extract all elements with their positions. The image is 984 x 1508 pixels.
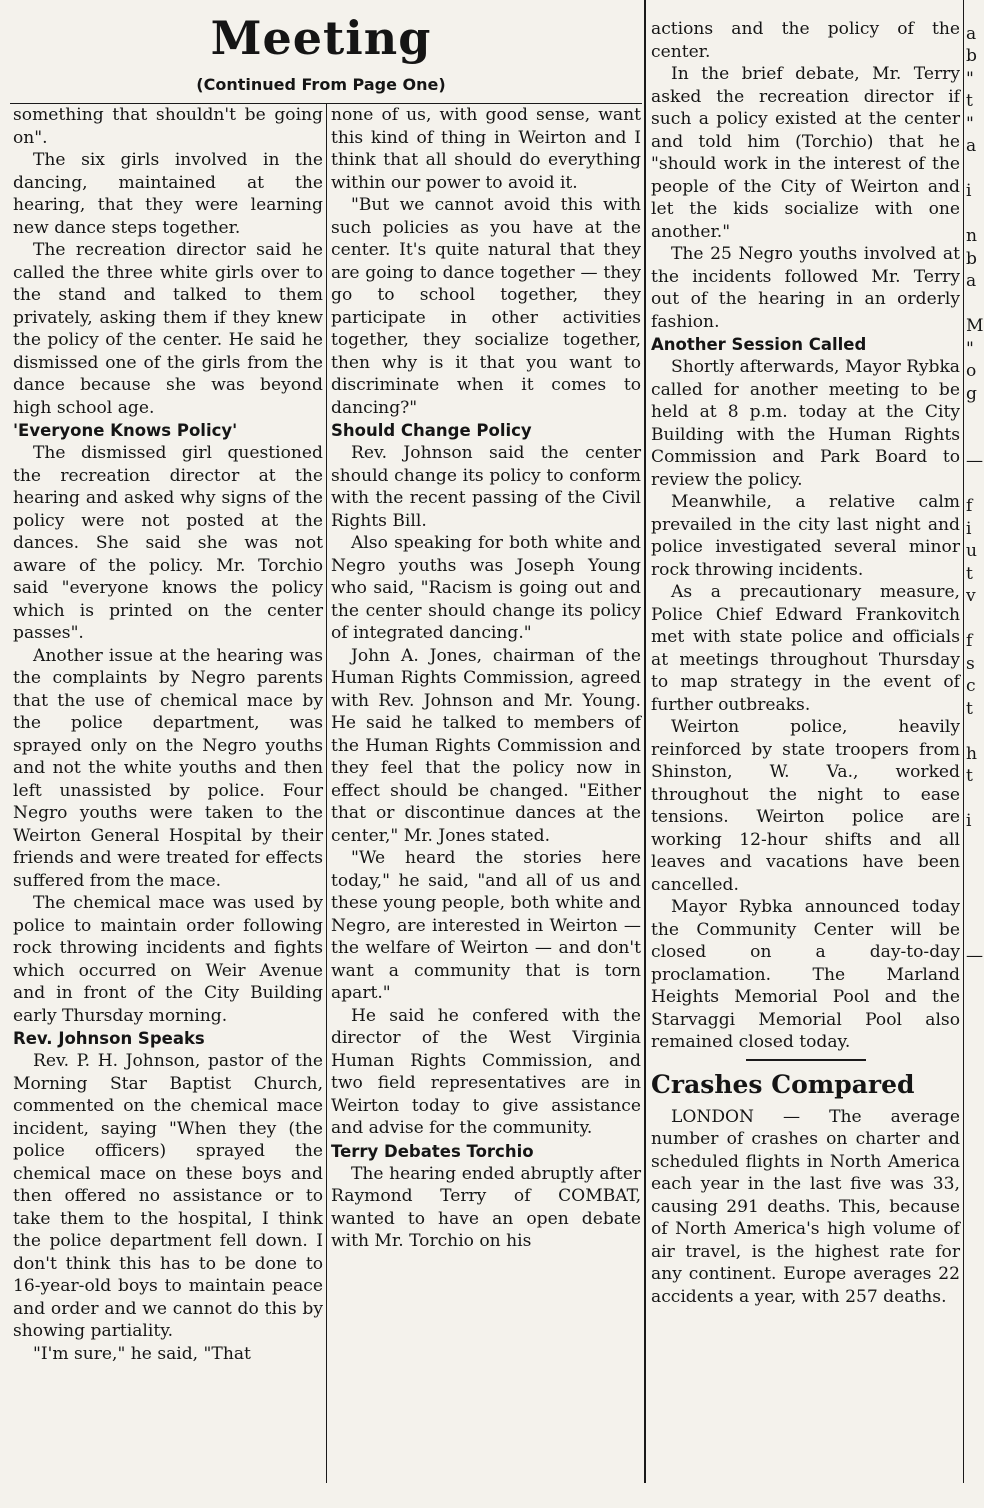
cropped-text-fragment: [966, 203, 980, 226]
cropped-text-fragment: [966, 1193, 980, 1216]
cropped-text-fragment: [966, 900, 980, 923]
cropped-text-fragment: b: [966, 248, 977, 269]
cropped-text-fragment: [966, 1485, 980, 1508]
subheading: Another Session Called: [651, 335, 867, 354]
cropped-text-fragment: u: [966, 541, 978, 561]
cropped-text-fragment: [966, 1305, 980, 1328]
cropped-text-fragment: h: [966, 743, 978, 764]
cropped-text-fragment: [966, 1283, 980, 1306]
cropped-text-fragment: [966, 720, 980, 743]
cropped-text-fragment: o: [966, 361, 977, 381]
cropped-text-fragment: f: [966, 496, 973, 516]
cropped-text-fragment: a: [966, 271, 977, 291]
column-divider: [326, 104, 327, 1483]
cropped-text-fragment: [966, 158, 980, 181]
cropped-text-fragment: [966, 1418, 980, 1441]
paragraph: John A. Jones, chairman of the Human Rights Commission, agreed with Rev. Johnson and Mr. Young. He said he talked to members of the Human Rights Commission and they feel that the policy now in effect should be changed. "Either that or discontinue dances at the center," Mr. Jones stated.: [331, 645, 641, 846]
cropped-text-fragment: [966, 1035, 980, 1058]
paragraph: The six girls involved in the dancing, maintained at the hearing, that they were learning new dance steps together.: [13, 150, 323, 238]
headline: Meeting: [210, 11, 432, 65]
cropped-text-fragment: [966, 1395, 980, 1418]
article-separator-rule: [746, 1059, 866, 1061]
cropped-text-fragment: ": [966, 68, 974, 89]
column-divider: [963, 0, 964, 1483]
cropped-text-fragment: [966, 1058, 980, 1081]
cropped-text-fragment: [966, 1238, 980, 1261]
cropped-text-fragment: [966, 833, 980, 856]
cropped-text-fragment: —: [966, 946, 984, 966]
cropped-text-fragment: [966, 855, 980, 878]
paragraph: As a precautionary measure, Police Chief Edward Frankovitch met with state police and officials at meetings throughout Thursday to map strategy in the event of further outbreaks.: [651, 582, 960, 715]
cropped-text-fragment: v: [966, 586, 976, 606]
paragraph: The hearing ended abruptly after Raymond Terry of COMBAT, wanted to have an open debate with Mr. Torchio on his: [331, 1163, 641, 1251]
cropped-text-fragment: [966, 473, 980, 496]
cropped-text-fragment: s: [966, 653, 975, 674]
cropped-text-fragment: i: [966, 181, 972, 201]
cropped-text-fragment: t: [966, 91, 973, 111]
paragraph: In the brief debate, Mr. Terry asked the recreation director if such a policy existed at the center and told him (Torchio) that he "should work in the interest of the people of the City of Weirton and let the kids socialize with one another.": [651, 64, 960, 242]
paragraph: Also speaking for both white and Negro youths was Joseph Young who said, "Racism is going out and the center should change its policy of integrated dancing.": [331, 533, 641, 643]
subheading: 'Everyone Knows Policy': [13, 421, 238, 440]
cropped-text-fragment: [966, 990, 980, 1013]
cropped-text-fragment: [966, 1170, 980, 1193]
paragraph: The dismissed girl questioned the recreation director at the hearing and asked why signs of the policy were not posted at the dances. She said she was not aware of the policy. Mr. Torchio said "everyone knows the policy which is printed on the center passes".: [13, 443, 323, 643]
paragraph: "We heard the stories here today," he said, "and all of us and these young people, both white and Negro, are interested in Weirton — the welfare of Weirton — and don't want a community that is torn apart.": [331, 848, 641, 1003]
paragraph: Weirton police, heavily reinforced by state troopers from Shinston, W. Va., worked throughout the night to ease tensions. Weirton police are working 12-hour shifts and all leaves and vacations have been cancelled.: [651, 717, 960, 895]
paragraph: Shortly afterwards, Mayor Rybka called for another meeting to be held at 8 p.m. today at the City Building with the Human Rights Commission and Park Board to review the policy.: [651, 357, 960, 490]
paragraph: something that shouldn't be going on".: [13, 105, 323, 148]
cropped-text-fragment: [966, 0, 980, 23]
cropped-text-fragment: f: [966, 631, 973, 651]
cropped-text-fragment: b: [966, 46, 977, 66]
cropped-text-fragment: [966, 1215, 980, 1238]
paragraph: Rev. Johnson said the center should change its policy to conform with the recent passing of the Civil Rights Bill.: [331, 443, 641, 531]
paragraph: The 25 Negro youths involved at the incidents followed Mr. Terry out of the hearing in an orderly fashion.: [651, 244, 960, 332]
cropped-text-fragment: n: [966, 226, 978, 246]
cropped-text-fragment: [966, 1463, 980, 1486]
paragraph: "I'm sure," he said, "That: [33, 1343, 251, 1364]
cropped-text-fragment: [966, 1013, 980, 1036]
cropped-text-fragment: —: [966, 451, 984, 471]
cropped-text-fragment: i: [966, 518, 972, 539]
cropped-text-fragment: [966, 1148, 980, 1171]
article-title: Crashes Compared: [651, 1069, 915, 1099]
cropped-text-fragment: a: [966, 23, 977, 44]
paragraph: LONDON — The average number of crashes on charter and scheduled flights in North America each year in the last five was 33, causing 291 deaths. This, because of North America's high volume of air travel, is the highest rate for any continent. Europe averages 22 accidents a year, with 257 deaths.: [651, 1106, 960, 1307]
cropped-text-fragment: [966, 788, 980, 811]
paragraph: none of us, with good sense, want this kind of thing in Weirton and I think that all should do everything within our power to avoid it.: [331, 105, 641, 193]
column-divider: [644, 0, 646, 1483]
cropped-text-fragment: [966, 1373, 980, 1396]
cropped-text-fragment: [966, 1350, 980, 1373]
cropped-text-fragment: [966, 1080, 980, 1103]
cropped-text-fragment: [966, 1103, 980, 1126]
paragraph: Mayor Rybka announced today the Community Center will be closed on a day-to-day proclamation. The Marland Heights Memorial Pool and the Starvaggi Memorial Pool also remained closed today.: [651, 897, 960, 1052]
cropped-text-fragment: [966, 1328, 980, 1351]
cropped-text-fragment: [966, 608, 980, 631]
cropped-text-fragment: [966, 923, 980, 946]
article-column-2: [331, 104, 641, 1483]
cropped-text-fragment: [966, 405, 980, 428]
cropped-text-fragment: ": [966, 338, 974, 359]
cropped-text-fragment: [966, 428, 980, 451]
article-column-1: [13, 104, 323, 1483]
cropped-text-fragment: [966, 293, 980, 316]
paragraph: Another issue at the hearing was the complaints by Negro parents that the use of chemical mace by the police department, was sprayed only on the Negro youths and not the white youths and then left unassisted by police. Four Negro youths were taken to the Weirton General Hospital by their friends and were treated for effects suffered from the mace.: [13, 645, 323, 891]
cropped-text-fragment: ": [966, 113, 974, 134]
subheading: Should Change Policy: [331, 421, 532, 440]
subheading: Rev. Johnson Speaks: [13, 1029, 205, 1048]
paragraph: The recreation director said he called the three white girls over to the stand and talked to them privately, asking them if they knew the policy of the center. He said he dismissed one of the girls from the dance because she was beyond high school age.: [13, 240, 323, 418]
paragraph: Rev. P. H. Johnson, pastor of the Morning Star Baptist Church, commented on the chemical mace incident, saying "When they (the police officers) sprayed the chemical mace on these boys and then offered no assistance or to take them to the hospital, I think the police department fell down. I don't think this has to be done to 16-year-old boys to maintain peace and order and we cannot do this by showing partiality.: [13, 1051, 323, 1341]
cropped-text-fragment: c: [966, 676, 976, 696]
cropped-text-fragment: [966, 1125, 980, 1148]
cropped-text-fragment: t: [966, 563, 973, 584]
cropped-text-fragment: t: [966, 766, 973, 786]
paragraph: The chemical mace was used by police to maintain order following rock throwing incidents and fights which occurred on Weir Avenue and in front of the City Building early Thursday morning.: [13, 893, 323, 1026]
cropped-text-fragment: [966, 968, 980, 991]
paragraph: Meanwhile, a relative calm prevailed in the city last night and police investigated several minor rock throwing incidents.: [651, 492, 960, 580]
continued-line: (Continued From Page One): [196, 75, 446, 94]
cropped-text-fragment: a: [966, 136, 977, 156]
paragraph: "But we cannot avoid this with such policies as you have at the center. It's quite natural that they are going to dance together — they go to school together, they participate in other activities together, they socialize together, then why is it that you want to discriminate when it comes to dancing?": [331, 195, 641, 418]
cropped-text-fragment: t: [966, 698, 973, 719]
cropped-text-fragment: i: [966, 811, 972, 831]
paragraph: He said he confered with the director of the West Virginia Human Rights Commission, and two field representatives are in Weirton today to give assistance and advise for the community.: [331, 1005, 641, 1138]
cropped-text-fragment: g: [966, 383, 977, 404]
cropped-adjacent-column: [966, 0, 984, 1483]
article-column-3: [651, 18, 960, 1483]
subheading: Terry Debates Torchio: [331, 1141, 534, 1161]
cropped-text-fragment: [966, 1440, 980, 1463]
cropped-text-fragment: [966, 878, 980, 901]
cropped-text-fragment: [966, 1260, 980, 1283]
cropped-text-fragment: M: [966, 316, 984, 336]
paragraph: actions and the policy of the center.: [651, 19, 960, 62]
